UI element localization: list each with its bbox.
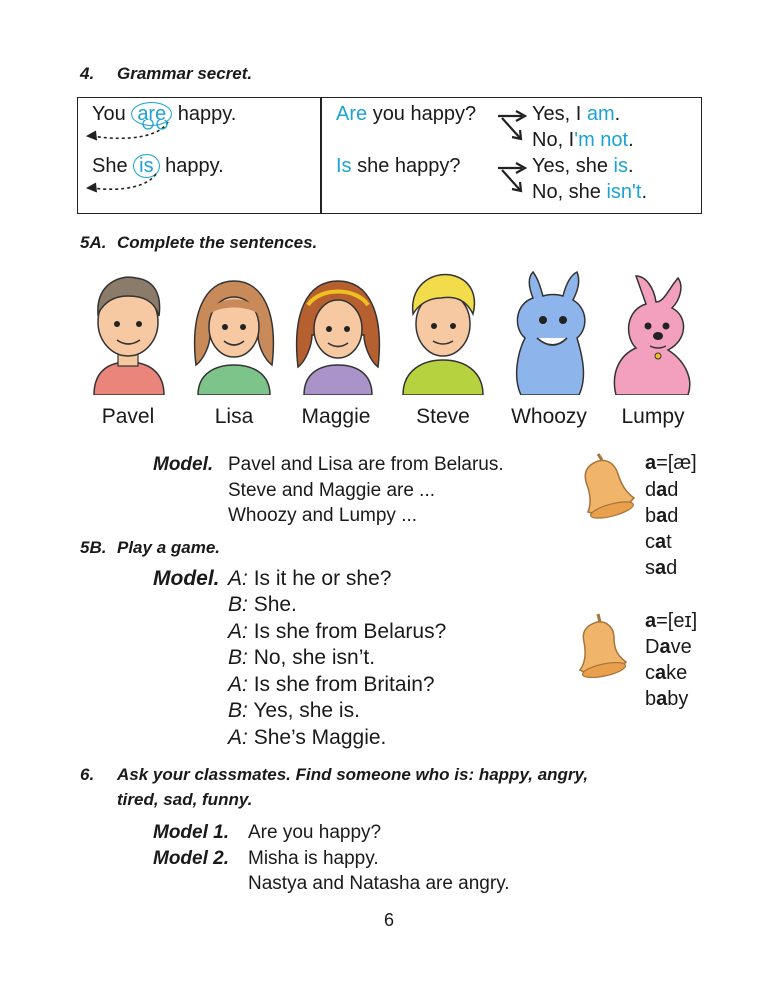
grammar-answer-no-1 xyxy=(532,127,634,153)
dialogue-text: She. xyxy=(253,593,297,616)
answer-end: . xyxy=(628,155,634,177)
grammar-answer-no-2 xyxy=(532,179,647,205)
answer-text: No, I xyxy=(532,129,575,151)
verb-are-circled: are xyxy=(131,102,172,126)
dialogue-speaker: B: xyxy=(228,699,248,722)
answer-text: Yes, she xyxy=(532,155,614,177)
grammar-question-2 xyxy=(336,153,461,179)
word-part: c xyxy=(645,531,655,553)
answer-verb: 'm not xyxy=(574,129,629,151)
section-5a-model-label: Model. xyxy=(153,454,214,475)
section-5a-model-line-2: Steve and Maggie are ... xyxy=(228,480,436,501)
swap-arrow-icon xyxy=(80,120,180,152)
section-5a-model-line-1: Pavel and Lisa are from Belarus. xyxy=(228,454,504,475)
section-6-title-line-1: Ask your classmates. Find someone who is: happy, angry, xyxy=(117,765,589,784)
word-vowel: a xyxy=(659,636,671,658)
word-vowel: a xyxy=(655,557,667,579)
dialogue-text: Is she from Britain? xyxy=(253,673,435,696)
answer-end: . xyxy=(641,181,647,203)
phonics-word xyxy=(645,686,688,712)
answer-verb: isn't xyxy=(606,181,642,203)
answer-text: Yes, I xyxy=(532,103,587,125)
phonics-letter: a xyxy=(645,610,657,632)
dialogue-speaker: B: xyxy=(228,593,248,616)
word-part: t xyxy=(666,531,672,553)
phonics-sound: =[æ] xyxy=(656,452,697,474)
dialogue-speaker: A: xyxy=(228,673,248,696)
character-lumpy-illustration xyxy=(606,270,698,395)
answer-verb: is xyxy=(613,155,628,177)
subject-she: She xyxy=(92,155,128,177)
grammar-table-divider xyxy=(320,97,322,214)
question-verb: Is xyxy=(336,155,352,177)
section-5a-model-line-3: Whoozy and Lumpy ... xyxy=(228,505,418,526)
dialogue-text: Is it he or she? xyxy=(253,567,392,590)
phonics-word xyxy=(645,660,687,686)
dialogue-speaker: A: xyxy=(228,620,248,643)
word-part: ve xyxy=(670,636,692,658)
bell-icon xyxy=(580,452,638,520)
section-5a-title: Complete the sentences. xyxy=(117,233,318,252)
word-part: ke xyxy=(666,662,688,684)
question-rest: you happy? xyxy=(372,103,477,125)
phonics-word xyxy=(645,634,692,660)
dialogue-text: Yes, she is. xyxy=(253,699,360,722)
word-part: d xyxy=(666,557,678,579)
section-6-model-1-label: Model 1. xyxy=(153,822,230,843)
section-6-model-2-label: Model 2. xyxy=(153,848,230,869)
adjective-happy: happy. xyxy=(177,103,237,125)
phonics-word xyxy=(645,503,678,529)
dialogue-line xyxy=(228,592,297,619)
word-vowel: a xyxy=(656,688,668,710)
word-vowel: a xyxy=(656,505,668,527)
section-6-model-2-line-1: Misha is happy. xyxy=(248,848,379,869)
answer-fork-arrow-icon xyxy=(496,162,528,196)
character-name-steve: Steve xyxy=(416,405,470,428)
answer-text: No, she xyxy=(532,181,607,203)
grammar-question-1 xyxy=(336,101,476,127)
character-steve-illustration xyxy=(393,268,493,395)
dialogue-text: No, she isn’t. xyxy=(253,646,376,669)
character-lisa-illustration xyxy=(186,275,282,395)
section-4-number: 4. xyxy=(80,64,95,83)
section-6-model-1-text: Are you happy? xyxy=(248,822,382,843)
word-part: b xyxy=(645,688,657,710)
section-4-title: Grammar secret. xyxy=(117,64,253,83)
question-verb: Are xyxy=(336,103,368,125)
word-part: b xyxy=(645,505,657,527)
verb-is-circled: is xyxy=(133,154,159,178)
character-name-lumpy: Lumpy xyxy=(621,405,685,428)
subject-you: You xyxy=(92,103,126,125)
dialogue-line xyxy=(228,725,386,752)
phonics-letter: a xyxy=(645,452,657,474)
section-6-model-2-line-2: Nastya and Natasha are angry. xyxy=(248,873,510,894)
character-name-maggie: Maggie xyxy=(301,405,371,428)
dialogue-text: Is she from Belarus? xyxy=(253,620,447,643)
section-5b-title: Play a game. xyxy=(117,538,221,557)
word-part: d xyxy=(667,505,679,527)
question-rest: she happy? xyxy=(357,155,461,177)
dialogue-line xyxy=(228,698,360,725)
word-vowel: a xyxy=(655,531,667,553)
dialogue-line xyxy=(228,566,391,593)
section-5b-model-label: Model. xyxy=(153,567,220,590)
word-vowel: a xyxy=(655,662,667,684)
character-maggie-illustration xyxy=(290,275,386,395)
word-part: d xyxy=(645,479,657,501)
answer-end: . xyxy=(614,103,621,125)
answer-end: . xyxy=(628,129,634,151)
answer-fork-arrow-icon xyxy=(496,110,528,144)
word-part: s xyxy=(645,557,655,579)
phonics-word xyxy=(645,529,672,555)
character-pavel-illustration xyxy=(80,270,176,395)
grammar-answer-yes-1 xyxy=(532,101,620,127)
page-number: 6 xyxy=(384,910,395,930)
character-whoozy-illustration xyxy=(503,268,595,395)
character-name-whoozy: Whoozy xyxy=(511,405,587,428)
adjective-happy: happy. xyxy=(165,155,224,177)
phonics-group-1-header xyxy=(645,450,697,476)
word-part: c xyxy=(645,662,655,684)
word-part: d xyxy=(667,479,679,501)
phonics-word xyxy=(645,555,677,581)
character-name-pavel: Pavel xyxy=(101,405,155,428)
section-5b-number: 5B. xyxy=(80,538,107,557)
dialogue-line xyxy=(228,619,446,646)
section-5a-number: 5A. xyxy=(80,233,107,252)
section-6-title-line-2: tired, sad, funny. xyxy=(117,790,253,809)
dialogue-speaker: A: xyxy=(228,726,248,749)
dialogue-text: She’s Maggie. xyxy=(253,726,387,749)
dialogue-line xyxy=(228,672,435,699)
swap-arrow-icon xyxy=(80,172,170,204)
phonics-group-2-header xyxy=(645,608,697,634)
dialogue-speaker: A: xyxy=(228,567,248,590)
dialogue-line xyxy=(228,645,375,672)
phonics-word xyxy=(645,477,678,503)
bell-icon xyxy=(574,612,630,680)
section-6-number: 6. xyxy=(80,765,95,784)
dialogue-speaker: B: xyxy=(228,646,248,669)
phonics-sound: =[eɪ] xyxy=(656,610,698,632)
word-part: by xyxy=(667,688,689,710)
grammar-answer-yes-2 xyxy=(532,153,634,179)
word-vowel: a xyxy=(656,479,668,501)
character-name-lisa: Lisa xyxy=(214,405,254,428)
answer-verb: am xyxy=(586,103,615,125)
word-part: D xyxy=(645,636,660,658)
